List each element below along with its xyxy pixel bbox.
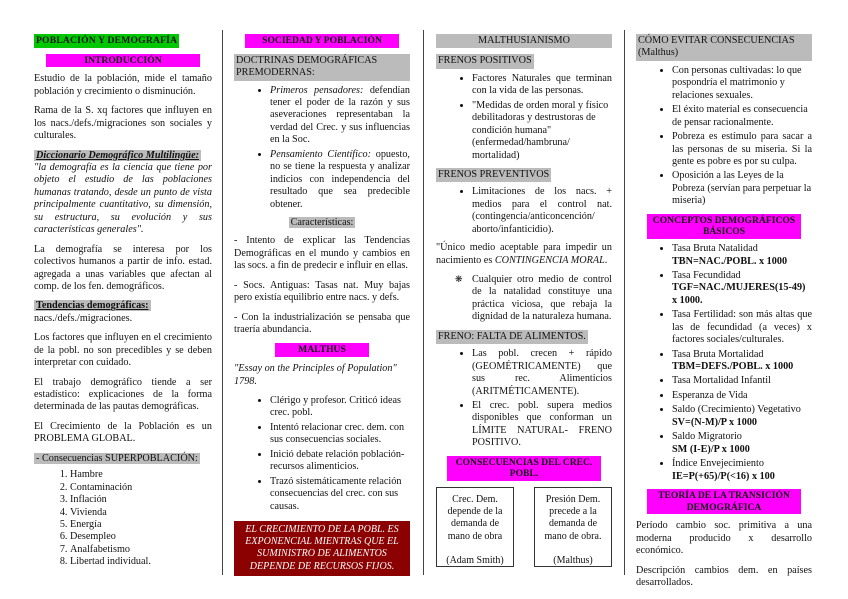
paragraph: La demografía se interesa por los colectivos humanos a partir de info. estad. agregada a unas variables que afectan al comp. de los fen. demográficos. — [34, 243, 212, 292]
list-item: • Tasa Mortalidad Infantil — [672, 375, 812, 387]
list-item: 8. Libertad individual. — [70, 556, 212, 568]
list-item: • Las pobl. crecen + rápido (GEOMÉTRICAMENTE) que sus rec. Alimenticios (ARITMÉTICAMENTE). — [472, 348, 612, 398]
column-divider — [423, 30, 424, 575]
list-item: • El éxito material es consecuencia de pensar racionalmente. — [672, 104, 812, 129]
column-divider — [624, 30, 625, 575]
list-item: • Factores Naturales que terminan con la vida de las personas. — [472, 73, 612, 98]
caracteristicas-title: Características: — [290, 216, 354, 228]
evitar-list — [636, 65, 812, 208]
malthus-box: Presión Dem. precede a la demanda de mano de obra. (Malthus) — [534, 487, 612, 567]
freno-falta-title: FRENO: FALTA DE ALIMENTOS. — [436, 330, 588, 344]
contingencia-paragraph: "Único medio aceptable para impedir un nacimiento es CONTINGENCIA MORAL. — [436, 242, 612, 266]
column-sociedad — [234, 34, 410, 576]
list-item: • Trazó sistemáticamente relación consecuencias del crec. con sus causas. — [270, 476, 410, 513]
list-item: • "Medidas de orden moral y físico debilitadoras y destrustoras de condición humana" (enfermedad/hambruna/ mortalidad) — [472, 100, 612, 162]
list-item: • Esperanza de Vida — [672, 390, 812, 402]
list-item: ❋ Cualquier otro medio de control de la natalidad constituye una práctica viciosa, que rebaja la dignidad de la naturaleza humana. — [472, 274, 612, 324]
section-title: POBLACIÓN Y DEMOGRAFÍA — [36, 35, 178, 46]
freno-falta-list — [436, 348, 612, 450]
consecuencias-title: - Consecuencias SUPERPOBLACIÓN: — [36, 452, 198, 464]
paragraph: Los factores que influyen en el crecimiento de la pobl. no son precedibles y se deben interpretar con cuidado. — [34, 332, 212, 369]
doctrinas-list — [234, 85, 410, 211]
list-item: • Pensamiento Científico: opuesto, no se tiene la respuesta y analizar indicios con independencia del resultado que sea predecible obtener. — [270, 149, 410, 211]
conceptos-list — [636, 243, 812, 483]
frenos-preventivos-title: FRENOS PREVENTIVOS — [436, 168, 551, 182]
paragraph: Período cambio soc. primitiva a una moderna producido x desarrollo económico. — [636, 520, 812, 557]
list-item: 4. Vivienda — [70, 507, 212, 519]
paragraph: - Con la industrialización se pensaba que traería abundancia. — [234, 311, 410, 336]
list-item: • Tasa Bruta Natalidad TBN=NAC./POBL. x 1000 — [672, 243, 812, 268]
list-item: • Saldo (Crecimiento) Vegetativo SV=(N-M)/P x 1000 — [672, 404, 812, 429]
list-item: 5. Energía — [70, 519, 212, 531]
tendencias-title: Tendencias demográficas: — [36, 300, 149, 312]
list-item: • Saldo Migratorio SM (I-E)/P x 1000 — [672, 431, 812, 456]
malthus-thesis-box: EL CRECIMIENTO DE LA POBL. ES EXPONENCIAL MIENTRAS QUE EL SUMINISTRO DE ALIMENTOS DEPENDE DE RECURSOS FIJOS. — [234, 521, 410, 576]
paragraph: Descripción cambios dem. en países desarrollados. — [636, 564, 812, 589]
frenos-preventivos-list — [436, 186, 612, 236]
intro-header: INTRODUCCIÓN — [46, 54, 200, 68]
list-item: • Tasa Fertilidad: son más altas que las de fecundidad (a veces) x factores sociales/culturales. — [672, 309, 812, 346]
consecuencias-header: CONSECUENCIAS DEL CREC. POBL. — [447, 456, 601, 481]
section-title: CÓMO EVITAR CONSECUENCIAS (Malthus) — [636, 34, 812, 61]
list-item: • Inició debate relación población-recursos alimenticios. — [270, 449, 410, 474]
malthus-list — [234, 395, 410, 513]
paragraph: - Socs. Antiguas: Tasas nat. Muy bajas pero existía equilibrio entre nacs. y defs. — [234, 279, 410, 304]
malthus-header: MALTHUS — [275, 343, 369, 357]
essay-title: "Essay on the Principles of Population" 1798. — [234, 363, 397, 387]
column-malthusianismo — [436, 34, 612, 567]
list-item: • El crec. pobl. supera medios disponibles que conforman un LÍMITE NATURAL- FRENO POSITIVO. — [472, 400, 612, 450]
list-item: 6. Desempleo — [70, 531, 212, 543]
dict-quote: "la demografía es la ciencia que tiene por objeto el estudio de las poblaciones humanas tratando, desde un punto de vista principalmente cuantitativo, su dimensión, su estructura, su evolución y sus características generales". — [34, 162, 212, 236]
paragraph: - Intento de explicar las Tendencias Demográficas en el mundo y cambios en las socs. a fin de predecir e influir en ellas. — [234, 235, 410, 272]
list-item: • Tasa Fecundidad TGF=NAC./MUJERES(15-49) x 1000. — [672, 270, 812, 307]
list-item: 3. Inflación — [70, 494, 212, 506]
paragraph: El trabajo demográfico tiende a ser estadístico: explicaciones de la forma determinada de las pautas demográficas. — [34, 376, 212, 413]
list-item: • Índice Envejecimiento IE=P(+65)/P(<16) x 100 — [672, 458, 812, 483]
section-title: MALTHUSIANISMO — [436, 34, 612, 48]
column-conceptos — [636, 34, 812, 597]
paragraph: Rama de la S. xq factores que influyen en los nacs./defs./migraciones son sociales y culturales. — [34, 105, 212, 142]
list-item: • Con personas cultivadas: lo que pospondría el matrimonio y relaciones sexuales. — [672, 65, 812, 102]
tendencias-text: nacs./defs./migraciones. — [34, 312, 133, 324]
list-item: 1. Hambre — [70, 469, 212, 481]
conceptos-header: CONCEPTOS DEMOGRÁFICOS BÁSICOS — [647, 214, 801, 239]
column-divider — [222, 30, 223, 575]
column-poblacion — [34, 34, 212, 569]
consecuencias-list — [34, 469, 212, 569]
list-item: • Limitaciones de los nacs. + medios para el control nat. (contingencia/anticoncención/ aborto/infanticidio). — [472, 186, 612, 236]
list-item: • Oposición a las Leyes de la Pobreza (servían para perpetuar la miseria) — [672, 170, 812, 207]
list-item: • Clérigo y profesor. Criticó ideas crec. pobl. — [270, 395, 410, 420]
list-item: • Intentó relacionar crec. dem. con sus consecuencias sociales. — [270, 422, 410, 447]
list-item: • Tasa Bruta Mortalidad TBM=DEFS./POBL. x 1000 — [672, 349, 812, 374]
list-item: 7. Analfabetismo — [70, 544, 212, 556]
list-item: • Pobreza es estímulo para sacar a las personas de su miseria. Si la gente es pobre es por su culpa. — [672, 131, 812, 168]
teoria-header: TEORÍA DE LA TRANSICIÓN DEMOGRÁFICA — [647, 489, 801, 514]
list-item: • Primeros pensadores: defendían tener el poder de la razón y sus aseveraciones representaban la verdad del Crec. y sus influencias en la Soc. — [270, 85, 410, 147]
star-list — [436, 274, 612, 324]
list-item: 2. Contaminación — [70, 482, 212, 494]
doctrinas-title: DOCTRINAS DEMOGRÁFICAS PREMODERNAS: — [234, 54, 410, 81]
adam-smith-box: Crec. Dem. depende de la demanda de mano de obra (Adam Smith) — [436, 487, 514, 567]
comparison-boxes — [436, 487, 612, 567]
section-title: SOCIEDAD Y POBLACIÓN — [245, 34, 399, 48]
dict-title: Diccionario Demográfico Multilingüe: — [36, 149, 199, 161]
frenos-positivos-list — [436, 73, 612, 162]
paragraph: El Crecimiento de la Población es un PROBLEMA GLOBAL. — [34, 420, 212, 445]
paragraph: Estudio de la población, mide el tamaño población y crecimiento o disminución. — [34, 73, 212, 97]
frenos-positivos-title: FRENOS POSITIVOS — [436, 54, 534, 68]
